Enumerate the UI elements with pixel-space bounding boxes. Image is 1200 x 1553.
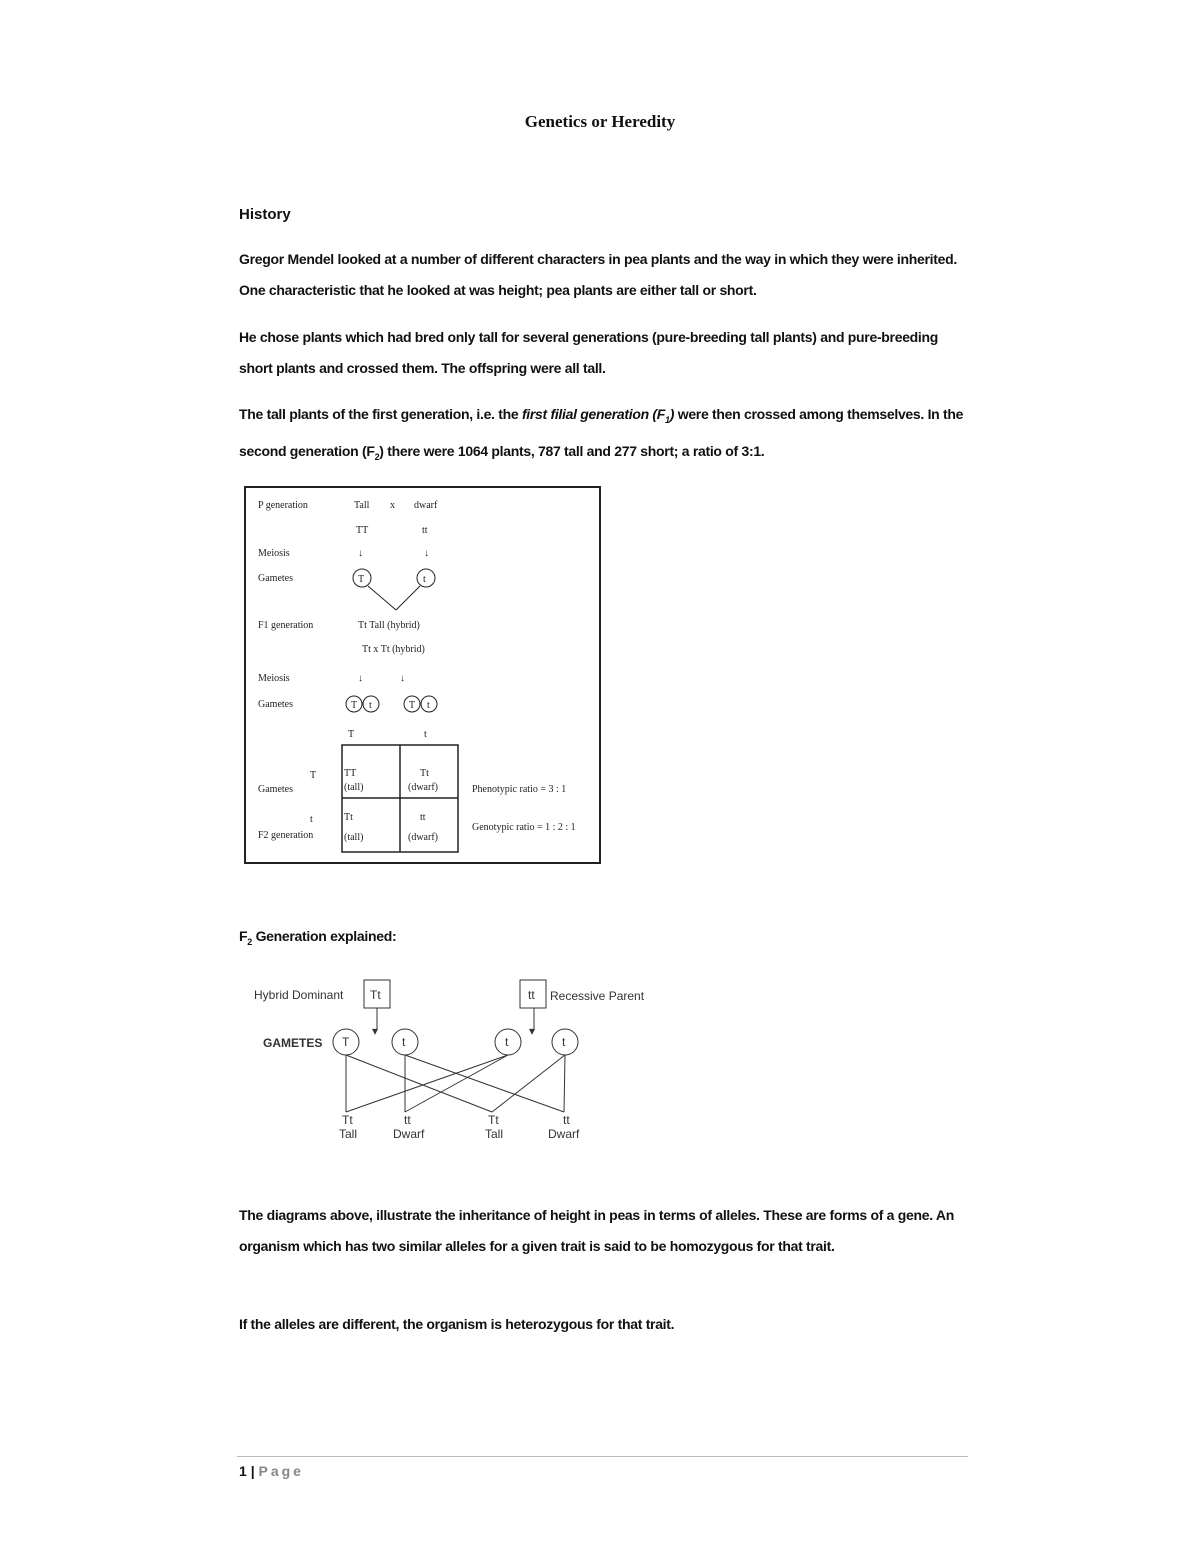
page-number: 1 [239, 1463, 247, 1479]
fig2-o4-geno: tt [563, 1113, 570, 1127]
fig2-gametes: GAMETES [263, 1036, 323, 1050]
paragraph-f1-f2 [239, 399, 969, 473]
fig1-cross: x [390, 500, 395, 511]
p3-italic: first filial generation (F [521, 406, 666, 422]
paragraph-mendel [239, 244, 969, 306]
fig1-f1-line1: Tt Tall (hybrid) [358, 620, 420, 631]
fig2-o3-geno: Tt [488, 1113, 499, 1127]
fig2-o3-pheno: Tall [485, 1127, 504, 1141]
p3-sub: 2 [374, 451, 380, 462]
fig1-cell-Tt2: Tt [344, 812, 353, 823]
fig2-g3: t [505, 1035, 509, 1049]
fig1-dwarf: dwarf [414, 500, 438, 511]
fig1-phenotypic-ratio: Phenotypic ratio = 3 : 1 [472, 784, 567, 795]
p3-italic-end: ) [669, 406, 675, 422]
fig2-arrow-1: ▾ [372, 1024, 379, 1038]
fig2-recessive-box-label: tt [528, 988, 535, 1002]
fig1-row-T: T [310, 770, 317, 781]
fig1-meiosis2: Meiosis [258, 673, 290, 684]
fig1-cell-Tt: Tt [420, 768, 429, 779]
fig1-arrow-4: ↓ [400, 673, 405, 684]
fig2-g4: t [562, 1035, 566, 1049]
f2-heading-pre: F [239, 928, 248, 944]
fig2-o2-pheno: Dwarf [393, 1127, 425, 1141]
fig2-hybrid-box-label: Tt [370, 988, 381, 1002]
paragraph-alleles: The diagrams above, illustrate the inheritance of height in peas in terms of alleles. These are forms of a gene. An organism which has two similar alleles for a given trait is said to be homozygous for that trait. [239, 1207, 954, 1254]
fig1-g2-t1: t [369, 700, 372, 711]
fig1-g2-T2: T [409, 700, 416, 711]
fig1-f1-generation: F1 generation [258, 620, 314, 631]
history-heading: History [239, 206, 291, 223]
fig1-cell-tt-sub: (dwarf) [408, 832, 438, 843]
paragraph-heterozygous: If the alleles are different, the organism is heterozygous for that trait. [239, 1316, 675, 1332]
fig1-gamete-T: T [358, 574, 365, 585]
p3-part-b: were then crossed among themselves. In the second generation (F [239, 406, 964, 459]
f2-heading [239, 921, 969, 958]
fig1-gametes2: Gametes [258, 699, 293, 710]
p3-part-a: The tall plants of the first generation, i.e. the [239, 406, 522, 422]
fig1-genotypic-ratio: Genotypic ratio = 1 : 2 : 1 [472, 822, 576, 833]
fig2-g2: t [402, 1035, 406, 1049]
fig1-cell-Tt-sub: (dwarf) [408, 782, 438, 793]
fig1-arrow-3: ↓ [358, 673, 363, 684]
paragraph-breeding: He chose plants which had bred only tall for several generations (pure-breeding tall plants) and pure-breeding short plants and crossed them. The offspring were all tall. [239, 329, 939, 376]
fig1-cell-Tt2-sub: (tall) [344, 832, 364, 843]
fig1-g2-t2: t [427, 700, 430, 711]
p3-italic-sub: 1 [665, 414, 670, 425]
paragraph-mendel-text: looked at a number of different characters in pea plants and the way in which they were inherited. One characteristic that he looked at was height; pea plants are either tall or short. [239, 251, 957, 298]
fig1-gametes: Gametes [258, 573, 293, 584]
monohybrid-cross-figure [244, 486, 601, 864]
fig1-arrow-1: ↓ [358, 548, 363, 559]
footer-divider [237, 1456, 968, 1457]
fig2-o2-geno: tt [404, 1113, 411, 1127]
fig1-gametes-row: Gametes [258, 784, 293, 795]
fig1-tt: tt [422, 525, 428, 536]
fig1-f2-generation: F2 generation [258, 830, 314, 841]
document-title: Genetics or Heredity [524, 112, 676, 131]
fig1-meiosis: Meiosis [258, 548, 290, 559]
fig1-tall: Tall [354, 500, 370, 511]
fig2-o1-pheno: Tall [339, 1127, 358, 1141]
fig2-o4-pheno: Dwarf [548, 1127, 580, 1141]
page-word: Page [258, 1463, 304, 1479]
fig1-g2-T1: T [351, 700, 358, 711]
fig1-row-t: t [310, 814, 313, 825]
fig2-recessive-parent: Recessive Parent [550, 989, 645, 1003]
fig2-g1: T [342, 1035, 350, 1049]
fig1-TT: TT [356, 525, 369, 536]
fig1-cell-TT: TT [344, 768, 357, 779]
fig1-cell-TT-sub: (tall) [344, 782, 364, 793]
f2-heading-sub: 2 [247, 936, 252, 947]
mendel-name: Gregor Mendel [239, 251, 334, 267]
fig1-gamete-t: t [423, 574, 426, 585]
f2-heading-post: Generation explained: [251, 928, 397, 944]
fig1-f1-line2: Tt x Tt (hybrid) [362, 644, 425, 655]
fig2-o1-geno: Tt [342, 1113, 353, 1127]
fig1-arrow-2: ↓ [424, 548, 429, 559]
test-cross-figure [250, 972, 670, 1152]
fig2-hybrid-dominant: Hybrid Dominant [254, 988, 344, 1002]
p3-part-c: ) there were 1064 plants, 787 tall and 277 short; a ratio of 3:1. [379, 442, 765, 459]
page-footer [239, 1463, 304, 1479]
footer-separator: | [250, 1463, 255, 1479]
fig1-punnett-header-t: t [424, 729, 427, 740]
fig1-punnett-header-T: T [348, 729, 355, 740]
fig2-arrow-2: ▾ [529, 1024, 536, 1038]
fig1-cell-tt: tt [420, 812, 426, 823]
fig1-p-generation: P generation [258, 500, 308, 511]
